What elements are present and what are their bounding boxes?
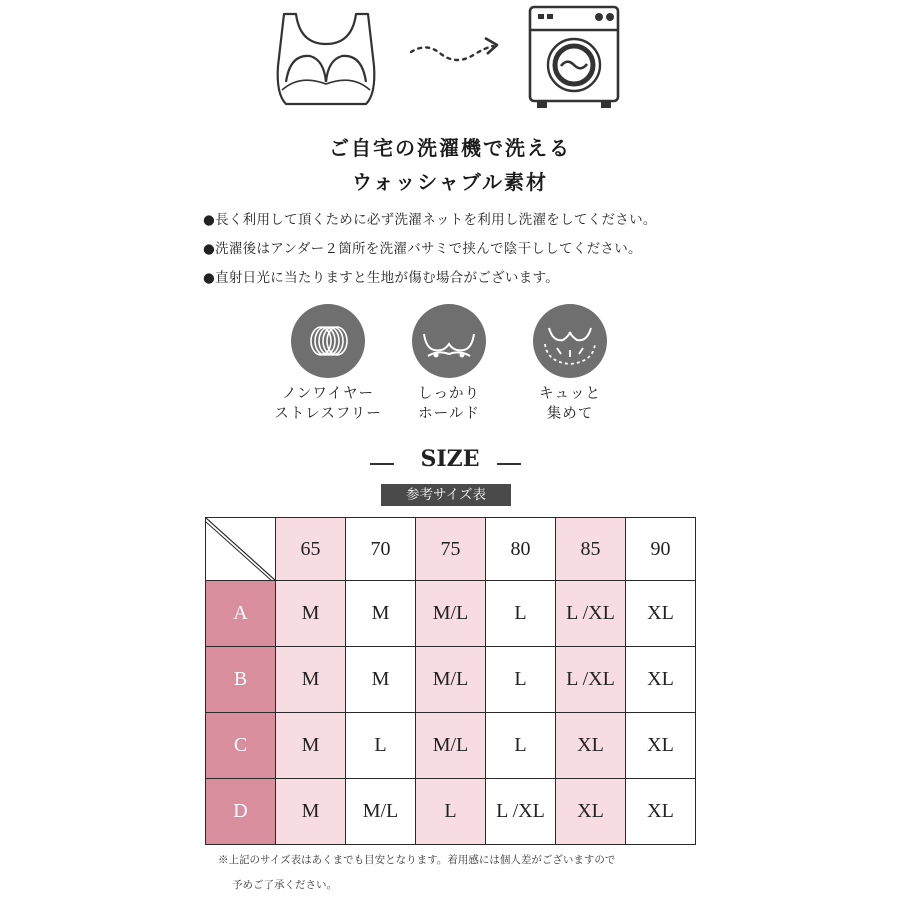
table-cell: L [416, 779, 486, 845]
headline-line-2: ウォッシャブル素材 [352, 170, 548, 194]
table-cell: L /XL [486, 779, 556, 845]
row-header: B [206, 647, 276, 713]
footnote-line-1: ※上記のサイズ表はあくまでも目安となります。着用感には個人差がございますので [218, 854, 616, 866]
feature-label-line: 集めて [546, 406, 594, 422]
table-cell: L [486, 647, 556, 713]
care-bullet-3: ●直射日光に当たりますと生地が傷む場合がございます。 [203, 270, 559, 286]
table-cell: XL [556, 779, 626, 845]
gather-up-icon [533, 304, 607, 378]
column-header: 80 [486, 518, 556, 581]
table-cell: L /XL [556, 581, 626, 647]
column-header: 90 [626, 518, 696, 581]
title-dash-right [497, 463, 521, 465]
row-header: A [206, 581, 276, 647]
washing-machine-icon [527, 4, 621, 110]
table-cell: M [276, 713, 346, 779]
headline-line-1: ご自宅の洗濯機で洗える [329, 136, 571, 160]
table-row [206, 647, 696, 713]
size-table [205, 517, 696, 845]
table-cell: XL [626, 779, 696, 845]
table-cell: M [276, 647, 346, 713]
table-cell: M [346, 647, 416, 713]
footnote-line-2: 予めご了承ください。 [232, 879, 337, 891]
table-cell: XL [626, 647, 696, 713]
table-cell: M/L [416, 581, 486, 647]
feature-label-line: ストレスフリー [274, 406, 382, 422]
column-header: 70 [346, 518, 416, 581]
hold-support-icon [412, 304, 486, 378]
care-bullet-2: ●洗濯後はアンダー２箇所を洗濯バサミで挟んで陰干ししてください。 [203, 241, 642, 257]
table-cell: XL [626, 581, 696, 647]
feature-label-line: しっかり [418, 386, 480, 402]
column-header: 65 [276, 518, 346, 581]
table-cell: XL [556, 713, 626, 779]
table-row [206, 779, 696, 845]
size-title: SIZE [420, 446, 480, 472]
table-cell: M [276, 581, 346, 647]
care-bullet-1: ●長く利用して頂くために必ず洗濯ネットを利用し洗濯をしてください。 [203, 212, 657, 228]
row-header: C [206, 713, 276, 779]
feature-label-gather [490, 384, 650, 424]
table-cell: M [346, 581, 416, 647]
feature-label-line: ホールド [418, 406, 480, 422]
feature-label-line: ノンワイヤー [282, 386, 374, 402]
table-cell: M/L [346, 779, 416, 845]
reference-size-badge: 参考サイズ表 [381, 484, 511, 506]
diagonal-line [206, 518, 276, 581]
wire-rings-icon [291, 304, 365, 378]
table-cell: M [276, 779, 346, 845]
feature-label-line: キュッと [539, 386, 601, 402]
table-cell: L /XL [556, 647, 626, 713]
dotted-arrow-icon [405, 30, 505, 75]
table-row [206, 581, 696, 647]
table-corner-cell [206, 518, 276, 581]
row-header: D [206, 779, 276, 845]
table-header-row [206, 518, 696, 581]
column-header: 75 [416, 518, 486, 581]
table-cell: M/L [416, 647, 486, 713]
table-cell: L [346, 713, 416, 779]
table-cell: L [486, 713, 556, 779]
bra-icon [270, 10, 382, 110]
column-header: 85 [556, 518, 626, 581]
table-cell: M/L [416, 713, 486, 779]
table-cell: XL [626, 713, 696, 779]
table-cell: L [486, 581, 556, 647]
table-row [206, 713, 696, 779]
